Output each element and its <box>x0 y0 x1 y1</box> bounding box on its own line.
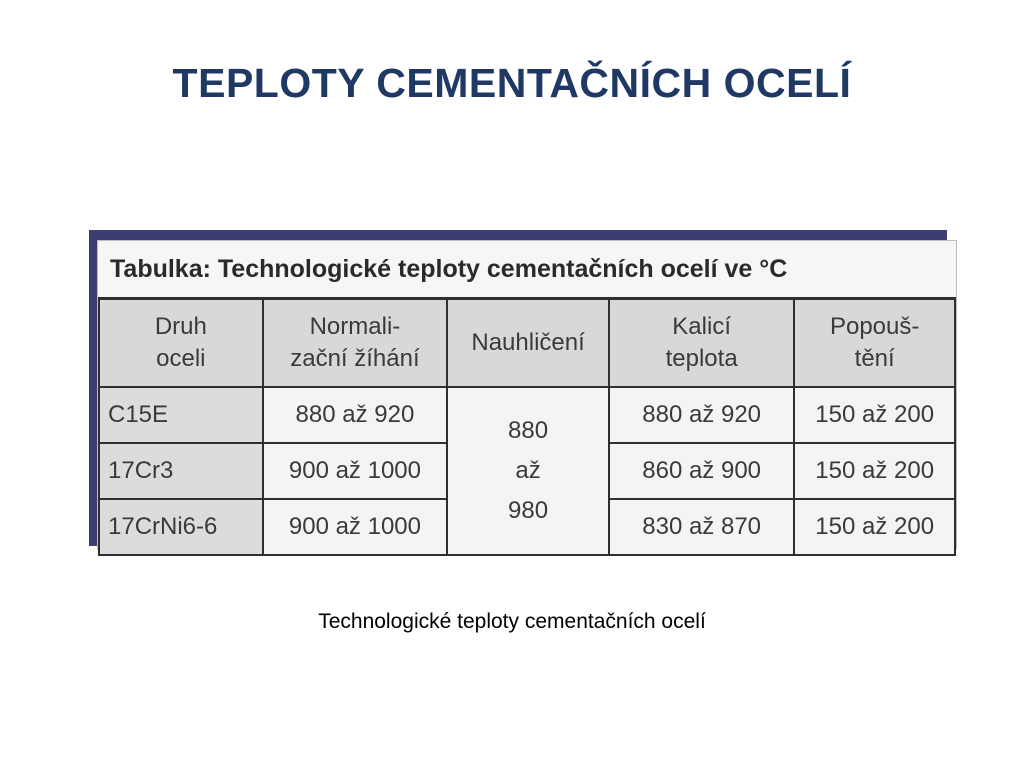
header-hardening-line1: Kalicí <box>672 313 731 340</box>
header-steel-type-line1: Druh <box>154 313 207 340</box>
hardening-cell: 880 až 920 <box>609 387 794 443</box>
temperature-table <box>98 297 956 556</box>
normalizing-cell: 880 až 920 <box>263 387 448 443</box>
header-carburizing-line1: Nauhličení <box>471 329 585 356</box>
table-heading: Tabulka: Technologické teploty cementačních ocelí ve °C <box>110 255 788 283</box>
header-tempering-line1: Popouš- <box>829 313 920 340</box>
scan-sheet <box>97 240 957 550</box>
scanned-table-image <box>89 230 959 552</box>
carburizing-joiner: až <box>515 457 541 484</box>
header-tempering-line2: tění <box>854 345 895 372</box>
normalizing-cell: 900 až 1000 <box>263 499 448 555</box>
header-normalizing-line2: zační žíhání <box>290 345 420 372</box>
normalizing-cell: 900 až 1000 <box>263 443 448 499</box>
steel-grade-cell: C15E <box>99 387 263 443</box>
tempering-cell: 150 až 200 <box>794 387 955 443</box>
tempering-cell: 150 až 200 <box>794 443 955 499</box>
steel-grade-cell: 17CrNi6-6 <box>99 499 263 555</box>
header-steel-type <box>99 299 263 388</box>
table-row <box>99 387 955 443</box>
tempering-cell: 150 až 200 <box>794 499 955 555</box>
header-tempering <box>794 299 955 388</box>
figure-caption: Technologické teploty cementačních ocelí <box>318 610 706 633</box>
hardening-cell: 830 až 870 <box>609 499 794 555</box>
carburizing-to: 980 <box>508 497 549 524</box>
hardening-cell: 860 až 900 <box>609 443 794 499</box>
header-normalizing-line1: Normali- <box>309 313 401 340</box>
header-hardening <box>609 299 794 388</box>
header-hardening-line2: teplota <box>665 345 738 372</box>
carburizing-from: 880 <box>508 417 549 444</box>
header-normalizing <box>263 299 448 388</box>
slide-title: TEPLOTY CEMENTAČNÍCH OCELÍ <box>172 60 852 106</box>
header-row <box>99 299 955 388</box>
steel-grade-cell: 17Cr3 <box>99 443 263 499</box>
header-steel-type-line2: oceli <box>156 345 206 372</box>
header-carburizing <box>447 299 609 388</box>
carburizing-cell <box>447 387 609 555</box>
